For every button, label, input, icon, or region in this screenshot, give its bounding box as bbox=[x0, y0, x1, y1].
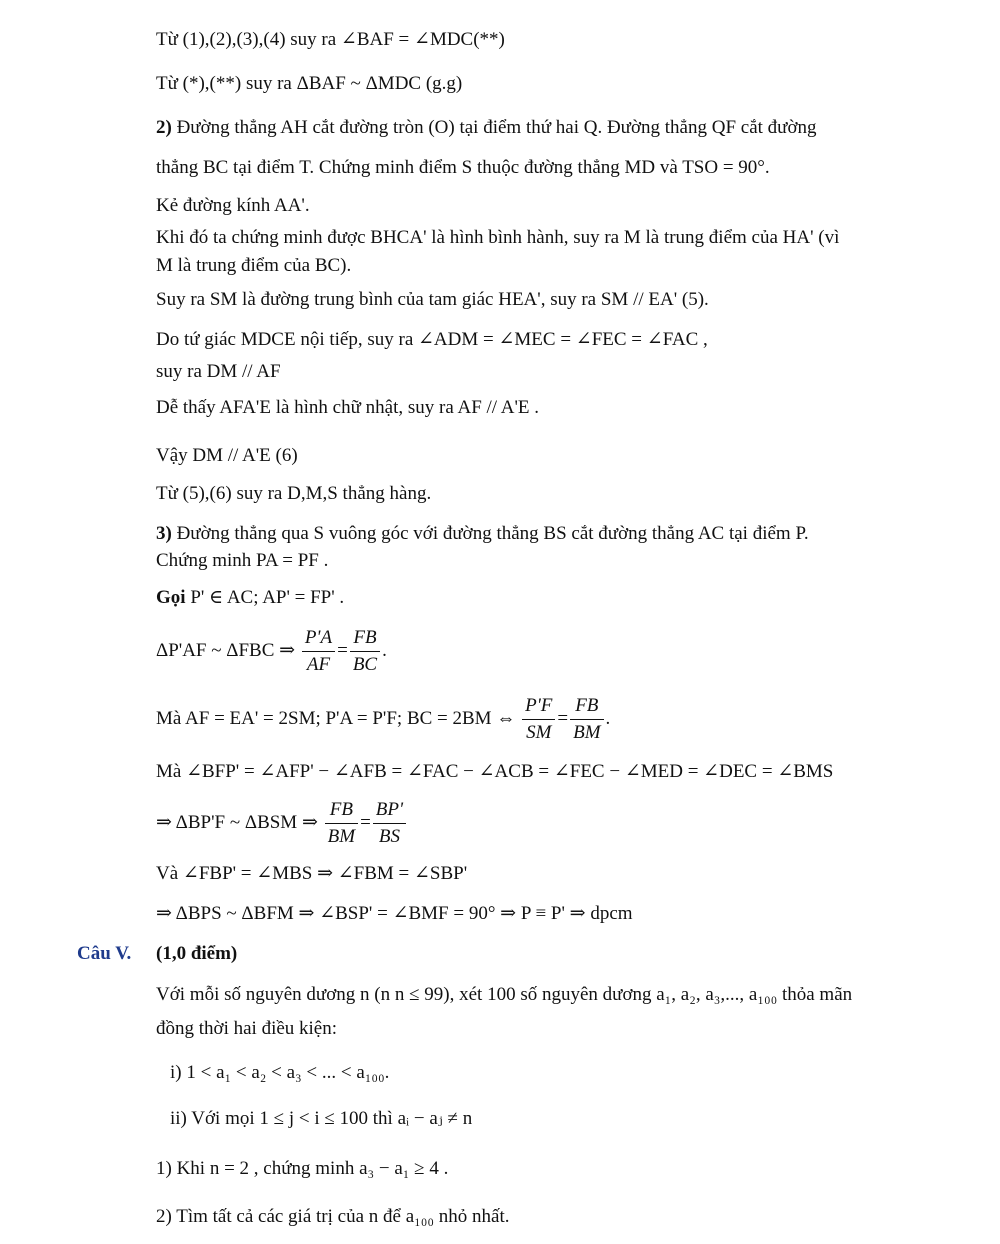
equals-sign: = bbox=[557, 708, 569, 729]
period: . bbox=[605, 708, 611, 729]
line-prove-pa-pf: Chứng minh PA = PF . bbox=[156, 550, 329, 571]
denominator: BM bbox=[573, 722, 601, 744]
let-label: Gọi bbox=[156, 587, 186, 608]
fraction bbox=[325, 797, 358, 850]
fraction bbox=[373, 797, 406, 850]
line-collinear: Từ (5),(6) suy ra D,M,S thẳng hàng. bbox=[156, 483, 432, 504]
line-question-stem-cont: đồng thời hai điều kiện: bbox=[156, 1018, 338, 1039]
line-angle-fbm: Và ∠FBP' = ∠MBS ⇒ ∠FBM = ∠SBP' bbox=[156, 863, 468, 884]
numerator: P'A bbox=[302, 625, 335, 652]
part3-label: 3) bbox=[156, 523, 172, 544]
question-points: (1,0 điểm) bbox=[156, 943, 238, 964]
part3-text: Đường thẳng qua S vuông góc với đường thẳng BS cắt đường thẳng AC tại điểm P. bbox=[171, 523, 809, 544]
line-rectangle: Dễ thấy AFA'E là hình chữ nhật, suy ra AF // A'E . bbox=[156, 397, 540, 418]
numerator: BP' bbox=[373, 797, 406, 824]
fraction bbox=[350, 625, 380, 678]
numerator: FB bbox=[350, 625, 380, 652]
line-conclusion-angle: Từ (1),(2),(3),(4) suy ra ∠BAF = ∠MDC(**) bbox=[156, 29, 505, 50]
part2-label: 2) bbox=[156, 117, 172, 138]
line-dm-parallel-af: suy ra DM // AF bbox=[156, 361, 281, 382]
denominator: BC bbox=[352, 654, 378, 676]
condition-i: i) 1 < a₁ < a₂ < a₃ < ... < a₁₀₀. bbox=[170, 1062, 390, 1083]
fraction bbox=[570, 693, 603, 746]
line-part2-statement-cont: thẳng BC tại điểm T. Chứng minh điểm S thuộc đường thẳng MD và TSO = 90°. bbox=[156, 157, 770, 178]
line-final-conclusion: ⇒ ΔBPS ~ ΔBFM ⇒ ∠BSP' = ∠BMF = 90° ⇒ P ≡ P' ⇒ dpcm bbox=[156, 903, 633, 924]
line-similar-triangles: Từ (*),(**) suy ra ΔBAF ~ ΔMDC (g.g) bbox=[156, 73, 463, 94]
denominator: AF bbox=[306, 654, 331, 676]
ratio1-lead: ΔP'AF ~ ΔFBC ⇒ bbox=[156, 640, 296, 661]
line-ratio-1 bbox=[156, 624, 387, 678]
subquestion-2: 2) Tìm tất cả các giá trị của n để a₁₀₀ nhỏ nhất. bbox=[156, 1206, 510, 1227]
fraction bbox=[522, 693, 555, 746]
period: . bbox=[382, 640, 387, 661]
ratio3-lead: ⇒ ΔBP'F ~ ΔBSM ⇒ bbox=[156, 812, 318, 833]
line-midline: Suy ra SM là đường trung bình của tam giác HEA', suy ra SM // EA' (5). bbox=[156, 289, 709, 310]
question-label: Câu V. bbox=[77, 943, 132, 964]
line-ratio-3 bbox=[156, 796, 408, 850]
line-part3-statement bbox=[156, 522, 809, 546]
line-part2-statement bbox=[156, 116, 817, 140]
numerator: FB bbox=[570, 693, 603, 720]
equals-sign: = bbox=[337, 640, 348, 661]
ratio2-lead: Mà AF = EA' = 2SM; P'A = P'F; BC = 2BM ⇔ bbox=[156, 708, 516, 729]
line-let-p-prime bbox=[156, 586, 344, 610]
line-diameter: Kẻ đường kính AA'. bbox=[156, 195, 310, 216]
line-angle-chain: Mà ∠BFP' = ∠AFP' − ∠AFB = ∠FAC − ∠ACB = ∠FEC − ∠MED = ∠DEC = ∠BMS bbox=[156, 761, 834, 782]
let-text: P' ∈ AC; AP' = FP' . bbox=[185, 587, 345, 608]
line-ratio-2 bbox=[156, 692, 610, 746]
denominator: SM bbox=[526, 722, 552, 744]
part2-text: Đường thẳng AH cắt đường tròn (O) tại điểm thứ hai Q. Đường thẳng QF cắt đường bbox=[171, 117, 817, 138]
numerator: FB bbox=[325, 797, 358, 824]
equals-sign: = bbox=[360, 812, 371, 833]
line-question-stem: Với mỗi số nguyên dương n (n n ≤ 99), xét 100 số nguyên dương a₁, a₂, a₃,..., a₁₀₀ thỏa mãn bbox=[156, 984, 853, 1005]
line-cyclic-quad: Do tứ giác MDCE nội tiếp, suy ra ∠ADM = ∠MEC = ∠FEC = ∠FAC , bbox=[156, 329, 708, 350]
line-parallelogram: Khi đó ta chứng minh được BHCA' là hình bình hành, suy ra M là trung điểm của HA' (vì bbox=[156, 227, 840, 248]
numerator: P'F bbox=[522, 693, 555, 720]
denominator: BS bbox=[378, 826, 400, 848]
denominator: BM bbox=[327, 826, 356, 848]
subquestion-1: 1) Khi n = 2 , chứng minh a₃ − a₁ ≥ 4 . bbox=[156, 1158, 449, 1179]
line-midpoint: M là trung điểm của BC). bbox=[156, 255, 352, 276]
line-dm-parallel-ae: Vậy DM // A'E (6) bbox=[156, 445, 298, 466]
condition-ii: ii) Với mọi 1 ≤ j < i ≤ 100 thì aᵢ − aⱼ ≠ n bbox=[170, 1108, 473, 1129]
fraction bbox=[302, 625, 335, 678]
